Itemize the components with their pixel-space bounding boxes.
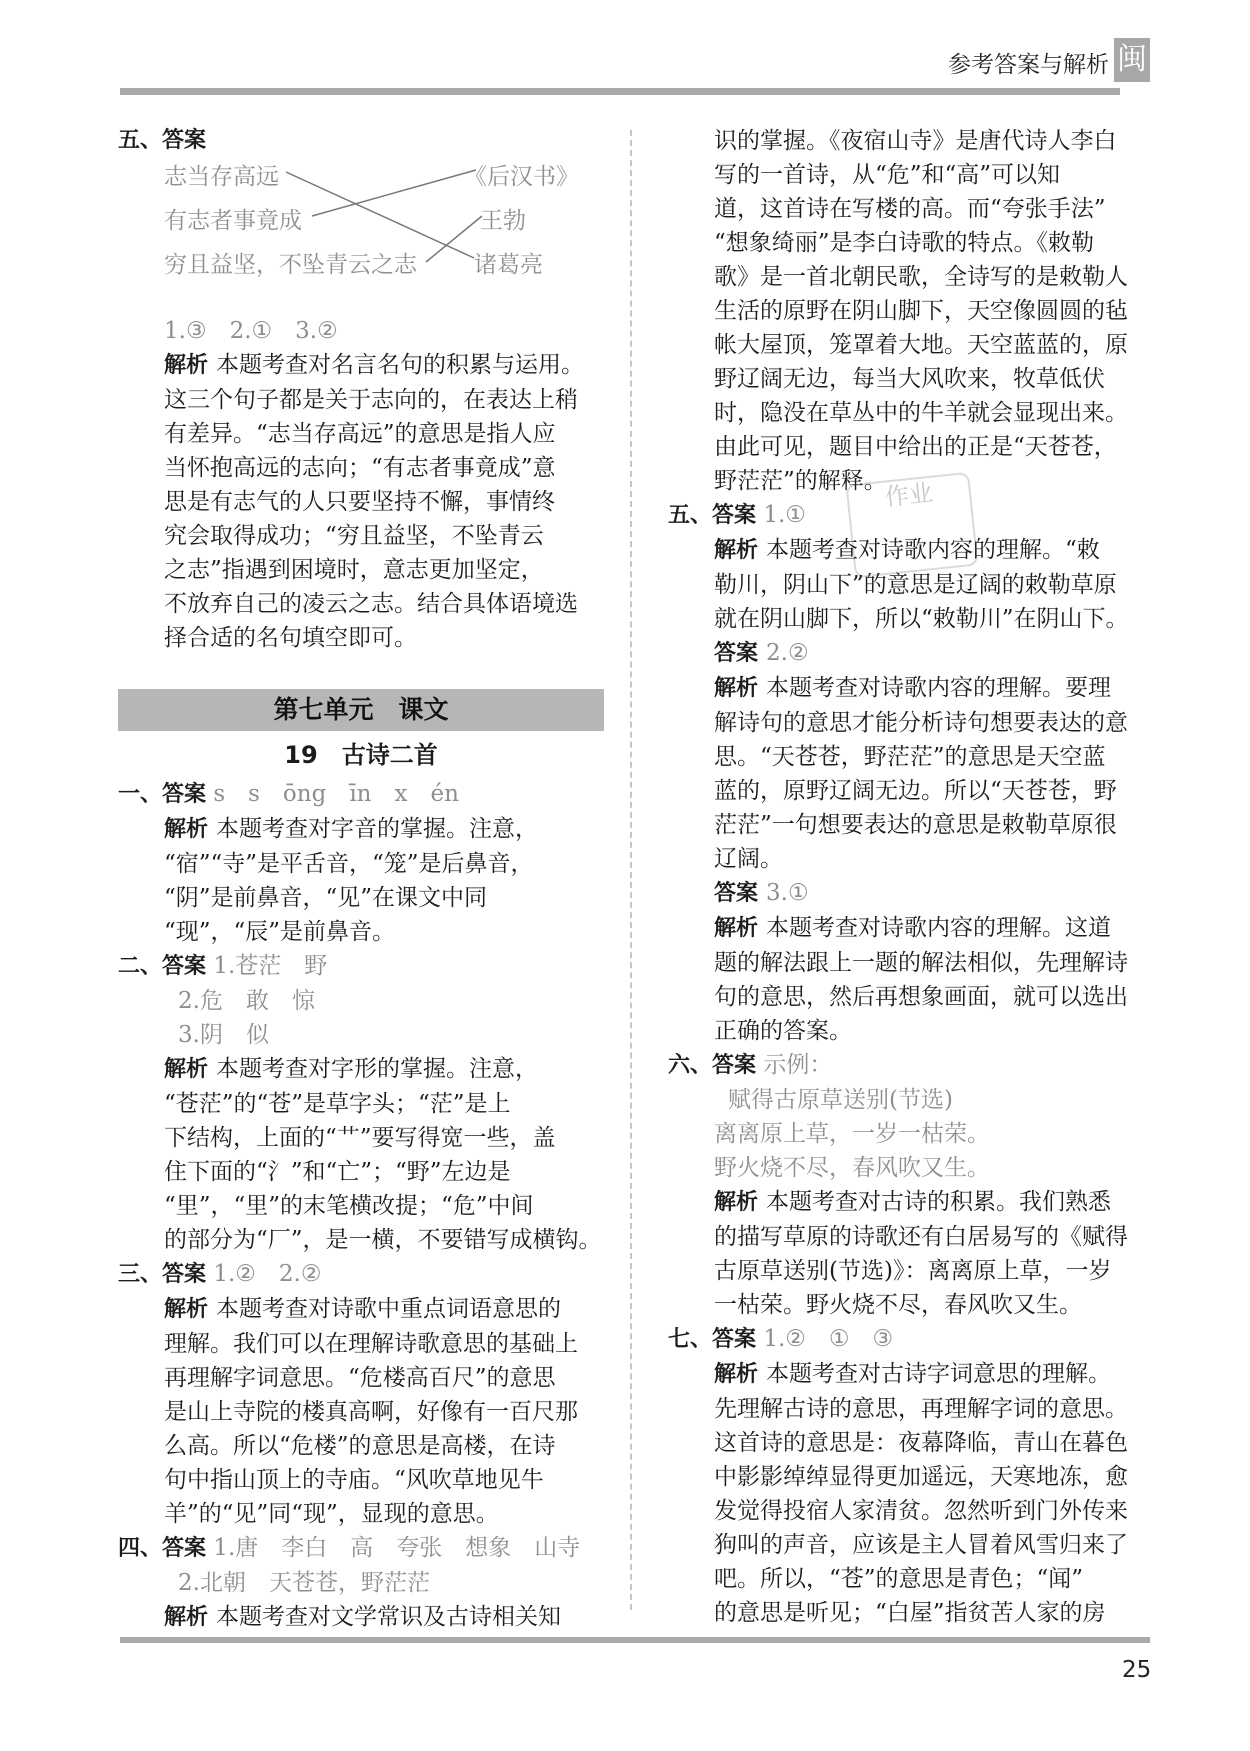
- analysis-label: 解析: [164, 817, 209, 842]
- q4-label: 四、答案: [118, 1536, 207, 1561]
- analysis-text: 住下面的“氵”和“亡”；“野”左边是: [164, 1159, 511, 1185]
- analysis-label: 解析: [714, 916, 759, 941]
- q3-answer: 1.② 2.②: [213, 1261, 322, 1287]
- analysis-text: 再理解字词意思。“危楼高百尺”的意思: [164, 1365, 556, 1391]
- left-column: [118, 124, 604, 1635]
- answer-label: 答案: [714, 641, 759, 666]
- analysis-text: 本题考查对名言名句的积累与运用。: [216, 352, 585, 378]
- match-left-item: 有志者事竟成: [164, 208, 302, 234]
- match-lines: [164, 158, 604, 298]
- watermark-stamp: 作业: [845, 472, 978, 578]
- analysis-text: 的描写草原的诗歌还有白居易写的《赋得: [714, 1224, 1128, 1250]
- q1-answer: s s ōng īn x én: [213, 781, 459, 807]
- analysis-text: 是山上寺院的楼真高啊，好像有一百尺那: [164, 1399, 578, 1425]
- analysis-text: 有差异。“志当存高远”的意思是指人应: [164, 421, 556, 447]
- poem-line: 离离原上草，一岁一枯荣。: [714, 1121, 990, 1147]
- analysis-text: 解诗句的意思才能分析诗句想要表达的意: [714, 710, 1128, 736]
- analysis-text: 吧。所以，“苍”的意思是青色；“闻”: [714, 1566, 1084, 1592]
- analysis-text: 先理解古诗的意思，再理解字词的意思。: [714, 1396, 1128, 1422]
- analysis-label: 解析: [164, 1605, 209, 1630]
- poem-line: 野火烧不尽，春风吹又生。: [714, 1155, 990, 1181]
- analysis-text: 帐大屋顶，笼罩着大地。天空蓝蓝的，原: [714, 332, 1128, 358]
- analysis-text: 句的意思，然后再想象画面，就可以选出: [714, 984, 1128, 1010]
- analysis-text: 本题考查对古诗字词意思的理解。: [766, 1361, 1112, 1387]
- analysis-text: 究会取得成功；“穷且益坚，不坠青云: [164, 523, 544, 549]
- analysis-label: 解析: [714, 676, 759, 701]
- analysis-text: 这首诗的意思是：夜幕降临，青山在暮色: [714, 1430, 1128, 1456]
- analysis-text: 由此可见，题目中给出的正是“天苍苍，: [714, 434, 1117, 460]
- q7-answer: 1.② ① ③: [763, 1326, 894, 1352]
- column-divider: [630, 130, 632, 1610]
- q2-label: 二、答案: [118, 954, 207, 979]
- match-right-item: 王勃: [480, 208, 526, 234]
- section-5-answers: 1.③ 2.① 3.②: [164, 318, 338, 344]
- analysis-text: 句中指山顶上的寺庙。“风吹草地见牛: [164, 1467, 544, 1493]
- analysis-text: 本题考查对诗歌中重点词语意思的: [216, 1296, 562, 1322]
- analysis-text: 狗叫的声音，应该是主人冒着风雪归来了: [714, 1532, 1128, 1558]
- analysis-text: 蓝的，原野辽阔无边。所以“天苍苍，野: [714, 778, 1117, 804]
- analysis-text: 本题考查对字音的掌握。注意，: [216, 816, 539, 842]
- analysis-text: 辽阔。: [714, 846, 783, 872]
- analysis-text: 的意思是听见；“白屋”指贫苦人家的房: [714, 1600, 1106, 1626]
- analysis-text: 中影影绰绰显得更加遥远，天寒地冻，愈: [714, 1464, 1128, 1490]
- q2-answer: 3.阴 似: [178, 1022, 269, 1048]
- analysis-text: 么高。所以“危楼”的意思是高楼，在诗: [164, 1433, 556, 1459]
- q5-answer: 3.①: [766, 880, 809, 906]
- q5-answer: 2.②: [766, 640, 809, 666]
- analysis-text: “里”，“里”的末笔横改提；“危”中间: [164, 1193, 534, 1219]
- analysis-text: 思。“天苍苍，野茫茫”的意思是天空蓝: [714, 744, 1106, 770]
- analysis-text: 一枯荣。野火烧不尽，春风吹又生。: [714, 1292, 1082, 1318]
- match-line: [312, 170, 476, 216]
- q1-label: 一、答案: [118, 782, 207, 807]
- analysis-text: 这三个句子都是关于志向的，在表达上稍: [164, 387, 578, 413]
- analysis-text: “想象绮丽”是李白诗歌的特点。《敕勒: [714, 230, 1095, 256]
- analysis-text: 本题考查对诗歌内容的理解。这道: [766, 915, 1112, 941]
- q6-label: 六、答案: [668, 1053, 757, 1078]
- analysis-text: 下结构，上面的“艹”要写得宽一些，盖: [164, 1125, 556, 1151]
- analysis-text: 勒川，阴山下”的意思是辽阔的敕勒草原: [714, 572, 1117, 598]
- page-number: 25: [1122, 1657, 1152, 1683]
- section-5-label: 五、答案: [118, 128, 207, 153]
- analysis-text: “现”，“辰”是前鼻音。: [164, 919, 396, 945]
- answer-label: 答案: [714, 881, 759, 906]
- analysis-text: 古原草送别(节选)》：离离原上草，一岁: [714, 1258, 1112, 1284]
- analysis-text: 当怀抱高远的志向；“有志者事竟成”意: [164, 455, 556, 481]
- analysis-label: 解析: [714, 1362, 759, 1387]
- match-line: [426, 216, 482, 262]
- analysis-text: 不放弃自己的凌云之志。结合具体语境选: [164, 591, 578, 617]
- poem-title: 赋得古原草送别(节选): [728, 1087, 953, 1113]
- unit-title: 第七单元 课文: [118, 689, 604, 731]
- analysis-text: 生活的原野在阴山脚下，天空像圆圆的毡: [714, 298, 1128, 324]
- matching-exercise: [164, 158, 604, 314]
- analysis-text: 歌》是一首北朝民歌，全诗写的是敕勒人: [714, 264, 1128, 290]
- q7-label: 七、答案: [668, 1327, 757, 1352]
- match-left-item: 志当存高远: [164, 164, 279, 190]
- analysis-text: 理解。我们可以在理解诗歌意思的基础上: [164, 1331, 578, 1357]
- analysis-text: “阴”是前鼻音，“见”在课文中同: [164, 885, 488, 911]
- analysis-text: 之志”指遇到困境时，意志更加坚定，: [164, 557, 544, 583]
- analysis-text: 时，隐没在草丛中的牛羊就会显现出来。: [714, 400, 1128, 426]
- analysis-text: 就在阴山脚下，所以“敕勒川”在阴山下。: [714, 606, 1129, 632]
- analysis-text: 写的一首诗，从“危”和“高”可以知: [714, 162, 1061, 188]
- q6-answer: 示例：: [763, 1052, 833, 1078]
- analysis-label: 解析: [164, 1057, 209, 1082]
- match-left-item: 穷且益坚，不坠青云之志: [164, 252, 417, 278]
- analysis-text: 本题考查对字形的掌握。注意，: [216, 1056, 539, 1082]
- analysis-text: 羊”的“见”同“现”，显现的意思。: [164, 1501, 499, 1527]
- analysis-text: 识的掌握。《夜宿山寺》是唐代诗人李白: [714, 128, 1117, 154]
- q2-answer: 2.危 敢 惊: [178, 988, 315, 1014]
- series-logo: 闽: [1114, 38, 1150, 82]
- analysis-text: 发觉得投宿人家清贫。忽然听到门外传来: [714, 1498, 1128, 1524]
- match-right-item: 诸葛亮: [474, 252, 543, 278]
- analysis-text: 本题考查对诗歌内容的理解。“敕: [766, 537, 1100, 563]
- analysis-text: 本题考查对文学常识及古诗相关知: [216, 1604, 562, 1630]
- analysis-text: 正确的答案。: [714, 1018, 852, 1044]
- q4-answer: 1.唐 李白 高 夸张 想象 山寺: [213, 1535, 581, 1561]
- q5-answer: 1.①: [763, 502, 806, 528]
- analysis-label: 解析: [714, 1190, 759, 1215]
- match-right-item: 《后汉书》: [464, 164, 579, 190]
- q3-label: 三、答案: [118, 1262, 207, 1287]
- lesson-title: 19 古诗二首: [284, 741, 438, 769]
- analysis-label: 解析: [714, 538, 759, 563]
- analysis-text: “宿”“寺”是平舌音，“笼”是后鼻音，: [164, 851, 534, 877]
- analysis-text: “苍茫”的“苍”是草字头；“茫”是上: [164, 1091, 511, 1117]
- analysis-text: 本题考查对古诗的积累。我们熟悉: [766, 1189, 1112, 1215]
- analysis-text: 思是有志气的人只要坚持不懈，事情终: [164, 489, 555, 515]
- analysis-text: 野辽阔无边，每当大风吹来，牧草低伏: [714, 366, 1105, 392]
- right-column: [668, 124, 1138, 1630]
- analysis-label: 解析: [164, 1297, 209, 1322]
- q2-answer: 1.苍茫 野: [213, 953, 328, 979]
- analysis-text: 野茫茫”的解释。: [714, 468, 887, 494]
- analysis-text: 道，这首诗在写楼的高。而“夸张手法”: [714, 196, 1106, 222]
- analysis-text: 的部分为“厂”，是一横，不要错写成横钩。: [164, 1227, 602, 1253]
- analysis-text: 题的解法跟上一题的解法相似，先理解诗: [714, 950, 1128, 976]
- q5-label: 五、答案: [668, 503, 757, 528]
- analysis-text: 择合适的名句填空即可。: [164, 625, 417, 651]
- running-header-title: 参考答案与解析: [948, 52, 1109, 78]
- q4-answer: 2.北朝 天苍苍，野茫茫: [178, 1570, 430, 1596]
- footer-rule: [120, 1637, 1150, 1643]
- analysis-label: 解析: [164, 353, 209, 378]
- header-rule: [120, 88, 1120, 95]
- analysis-text: 茫茫”一句想要表达的意思是敕勒草原很: [714, 812, 1117, 838]
- analysis-text: 本题考查对诗歌内容的理解。要理: [766, 675, 1112, 701]
